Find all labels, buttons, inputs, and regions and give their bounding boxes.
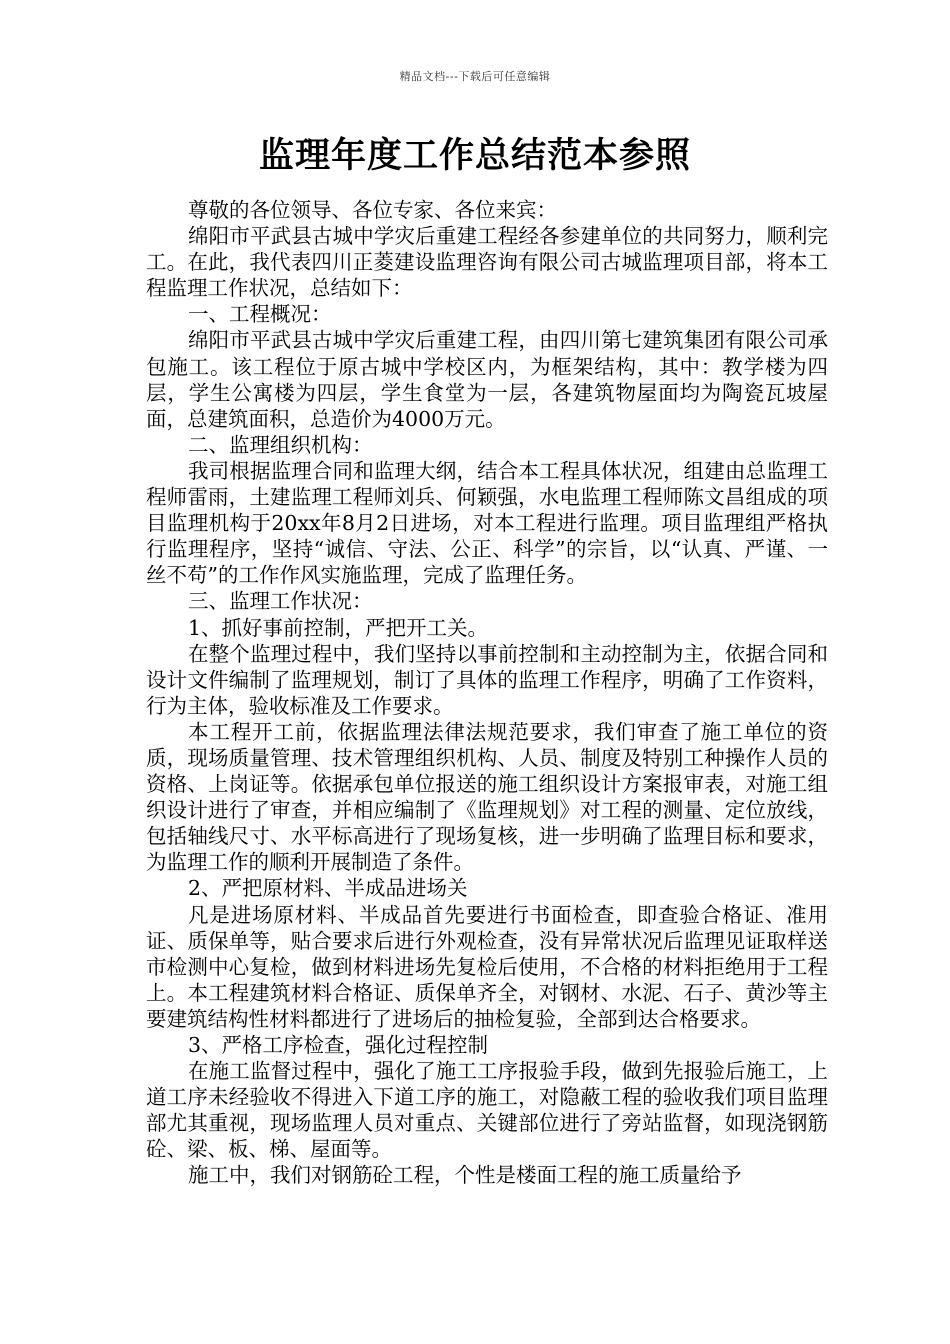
- document-body: [146, 197, 828, 1189]
- paragraph: 本工程开工前，依据监理法律法规范要求，我们审查了施工单位的资质，现场质量管理、技术管理组织机构、人员、制度及特别工种操作人员的资格、上岗证等。依据承包单位报送的施工组织设计方案报审表，对施工组织设计进行了审查，并相应编制了《监理规划》对工程的测量、定位放线，包括轴线尺寸、水平标高进行了现场复核，进一步明确了监理目标和要求，为监理工作的顺利开展制造了条件。: [146, 719, 828, 875]
- section-heading: 一、工程概况：: [188, 302, 332, 327]
- paragraph: 在施工监督过程中，强化了施工工序报验手段，做到先报验后施工，上道工序未经验收不得进入下道工序的施工，对隐蔽工程的验收我们项目监理部尤其重视，现场监理人员对重点、关键部位进行了旁站监督，如现浇钢筋砼、梁、板、梯、屋面等。: [146, 1059, 828, 1162]
- subsection-heading: 2、严把原材料、半成品进场关: [188, 876, 468, 901]
- subsection-heading: 1、抓好事前控制，严把开工关。: [188, 615, 489, 640]
- subsection-heading: 3、严格工序检查，强化过程控制: [188, 1033, 489, 1057]
- paragraph: 我司根据监理合同和监理大纲，结合本工程具体状况，组建由总监理工程师雷雨，土建监理工程师刘兵、何颖强，水电监理工程师陈文昌组成的项目监理机构于20xx年8月2日进场，对本工程进行监理。项目监理组严格执行监理程序，坚持“诚信、守法、公正、科学”的宗旨，以“认真、严谨、一丝不苟”的工作作风实施监理，完成了监理任务。: [146, 458, 828, 588]
- paragraph: 凡是进场原材料、半成品首先要进行书面检查，即查验合格证、准用证、质保单等，贴合要求后进行外观检查，没有异常状况后监理见证取样送市检测中心复检，做到材料进场先复检后使用，不合格的材料拒绝用于工程上。本工程建筑材料合格证、质保单齐全，对钢材、水泥、石子、黄沙等主要建筑结构性材料都进行了进场后的抽检复验，全部到达合格要求。: [146, 902, 828, 1031]
- paragraph: 施工中，我们对钢筋砼工程，个性是楼面工程的施工质量给予: [188, 1163, 742, 1188]
- paragraph: 绵阳市平武县古城中学灾后重建工程，由四川第七建筑集团有限公司承包施工。该工程位于原古城中学校区内，为框架结构，其中：教学楼为四层，学生公寓楼为四层，学生食堂为一层，各建筑物屋面均为陶瓷瓦坡屋面，总建筑面积，总造价为4000万元。: [146, 328, 828, 431]
- paragraph: 绵阳市平武县古城中学灾后重建工程经各参建单位的共同努力，顺利完工。在此，我代表四川正菱建设监理咨询有限公司古城监理项目部，将本工程监理工作状况，总结如下：: [146, 224, 828, 301]
- paragraph: 尊敬的各位领导、各位专家、各位来宾：: [188, 198, 557, 222]
- paragraph: 在整个监理过程中，我们坚持以事前控制和主动控制为主，依据合同和设计文件编制了监理规划，制订了具体的监理工作程序，明确了工作资料，行为主体，验收标准及工作要求。: [146, 641, 828, 718]
- section-heading: 三、监理工作状况：: [188, 589, 373, 614]
- document-title: 监理年度工作总结范本参照: [258, 136, 691, 176]
- page-header: 精品文档---下载后可任意编辑: [399, 70, 551, 83]
- section-heading: 二、监理组织机构：: [188, 432, 373, 457]
